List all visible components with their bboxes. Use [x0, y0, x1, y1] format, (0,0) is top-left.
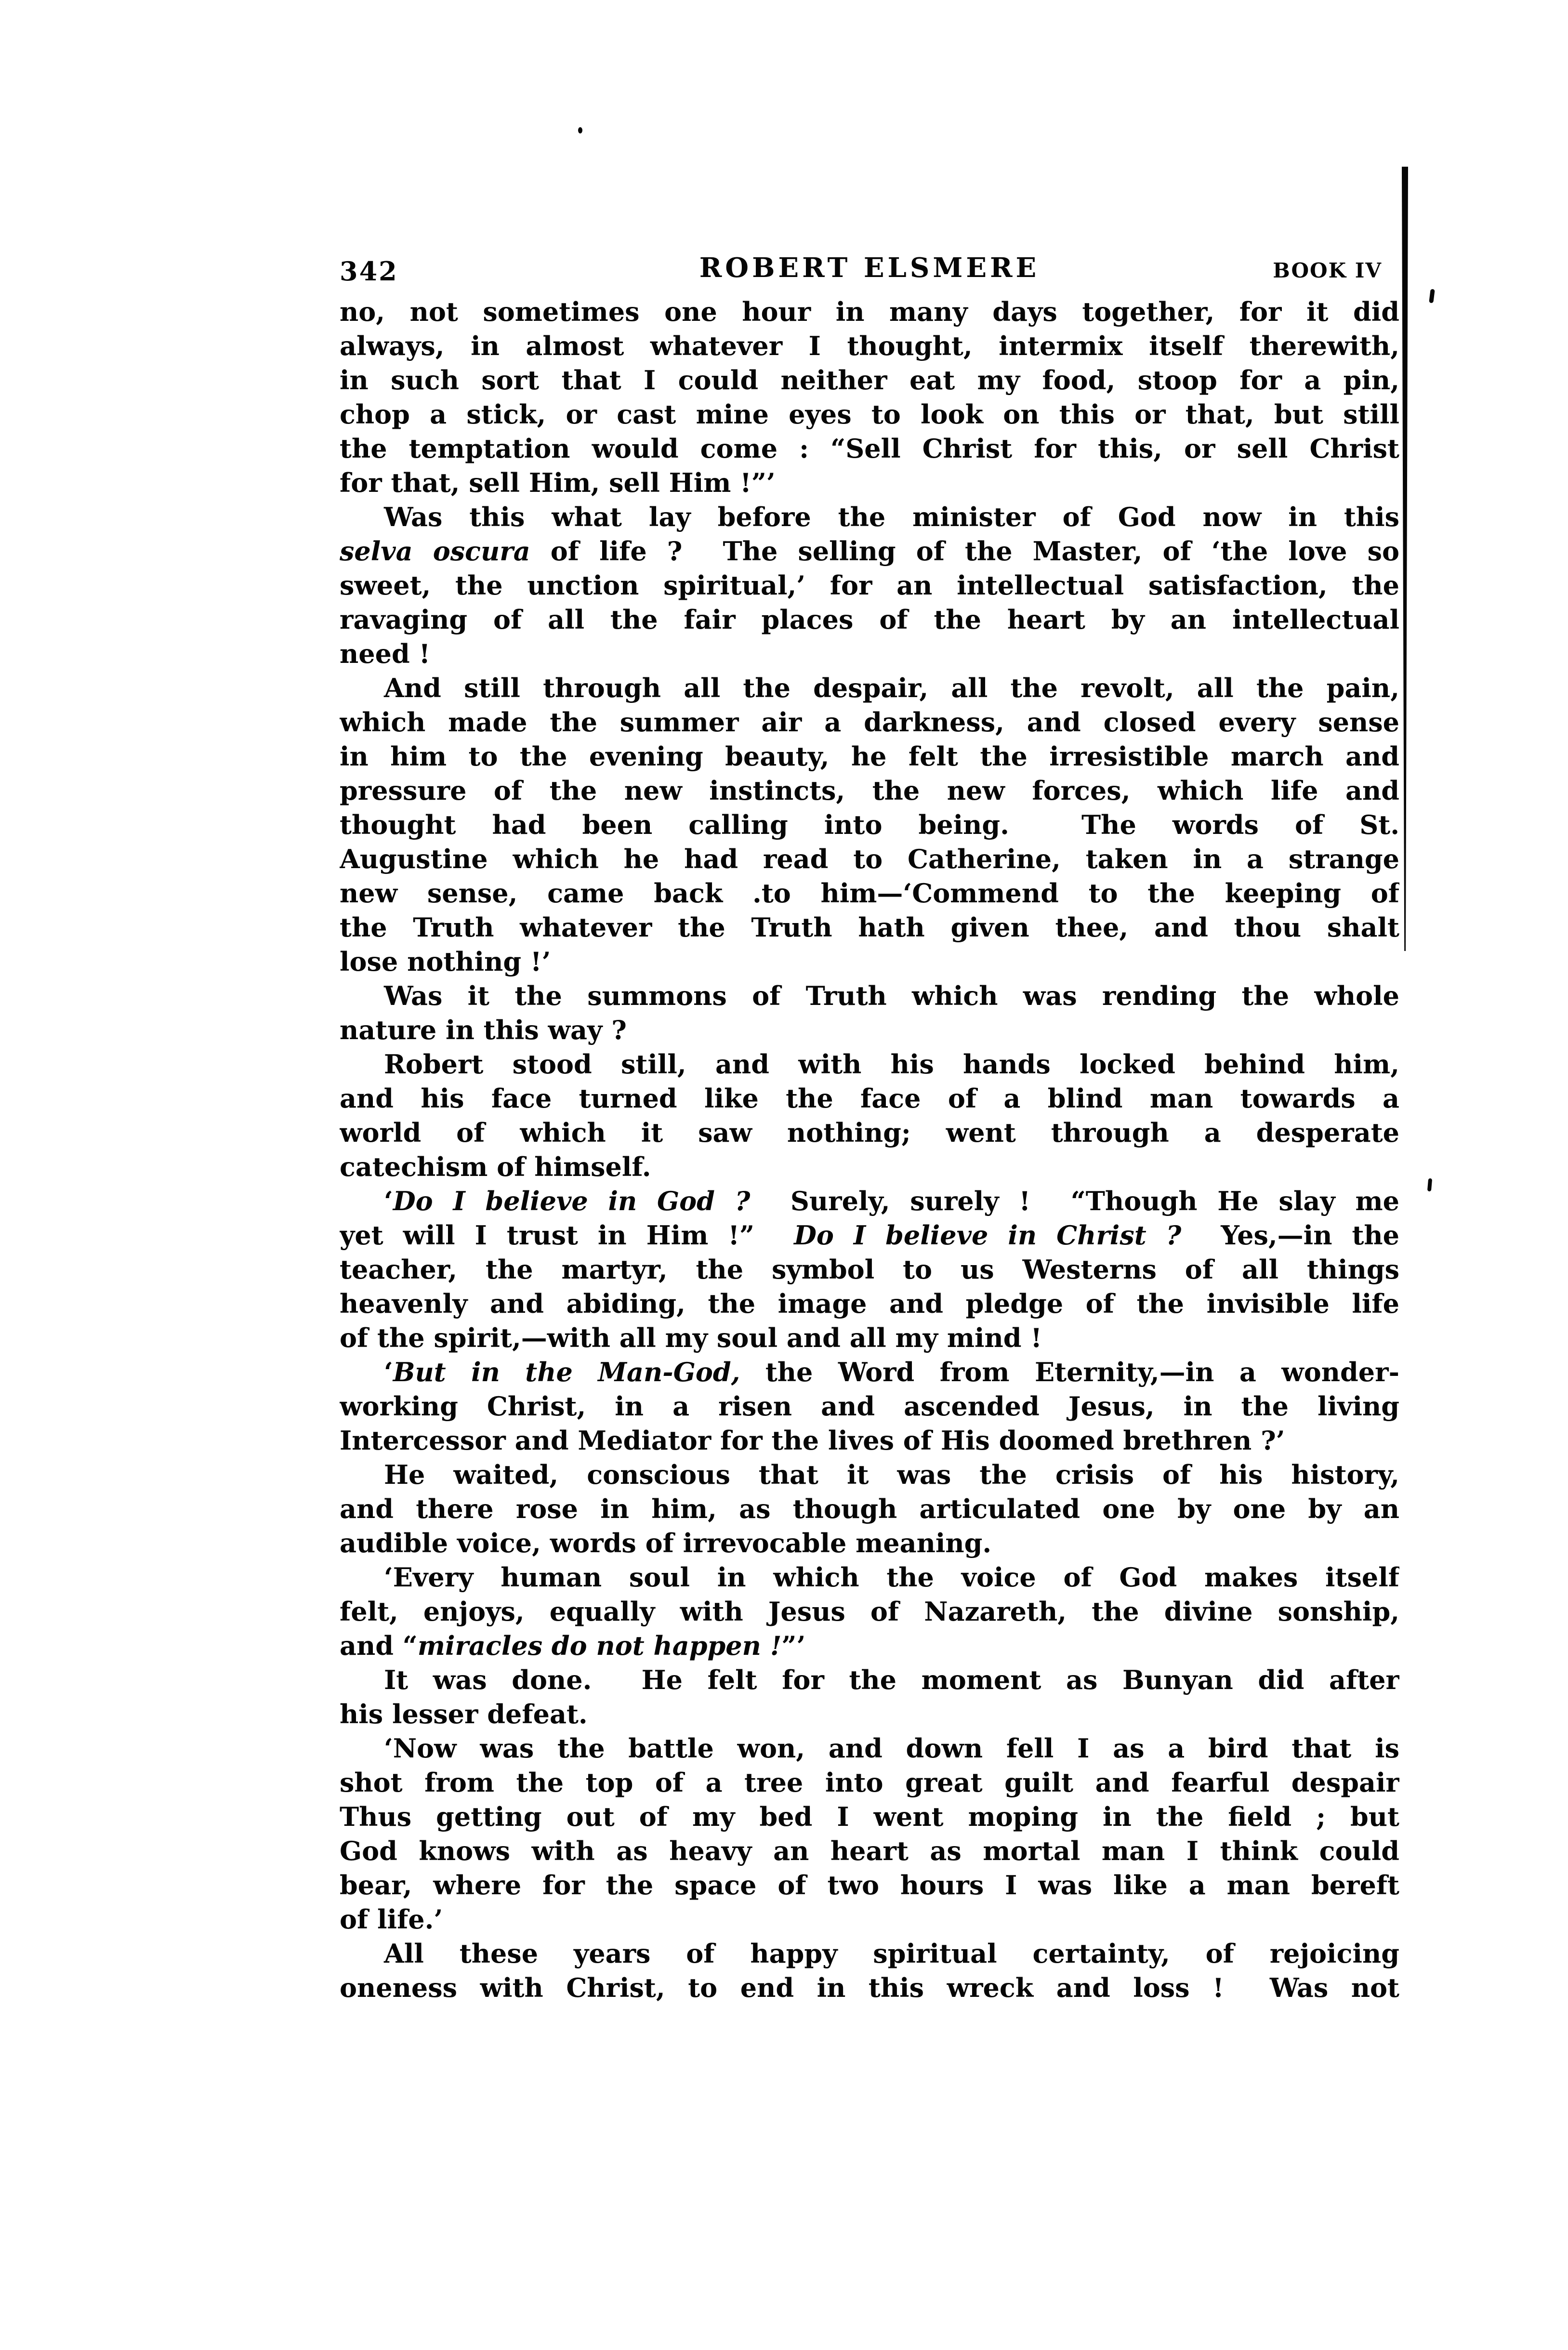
text-line — [340, 876, 1399, 911]
text-segment: Yes,—in the — [1181, 1220, 1399, 1251]
text-segment: the Word from Eternity,—in a wonder- — [740, 1357, 1399, 1387]
text-line — [340, 739, 1399, 774]
text-segment: of life.’ — [340, 1904, 443, 1935]
text-segment: for that, sell Him, sell Him !”’ — [340, 467, 776, 498]
text-segment: pressure of the new instincts, the new forces, which life and — [340, 775, 1399, 806]
page-header — [340, 252, 1399, 287]
text-segment: in such sort that I could neither eat my food, stoop for a pin, — [340, 365, 1399, 396]
text-line — [340, 1492, 1399, 1526]
paragraph — [340, 1458, 1399, 1560]
text-line — [340, 295, 1399, 329]
italic-text-segment: miracles do not happen ! — [417, 1630, 782, 1661]
text-segment: and his face turned like the face of a blind man towards a — [340, 1083, 1399, 1114]
text-line — [340, 1868, 1399, 1902]
text-segment: Surely, surely ! “Though He slay me — [750, 1186, 1399, 1216]
text-segment: Was this what lay before the minister of God now in this — [384, 502, 1399, 532]
text-segment: And still through all the despair, all the revolt, all the pain, — [384, 673, 1399, 703]
text-line — [340, 637, 1399, 671]
text-line — [340, 1560, 1399, 1595]
paragraph — [340, 1937, 1399, 2005]
text-segment: All these years of happy spiritual certainty, of rejoicing — [384, 1938, 1399, 1969]
text-line — [340, 1697, 1399, 1731]
text-line — [340, 397, 1399, 432]
text-line — [340, 466, 1399, 500]
text-line — [340, 1800, 1399, 1834]
text-line — [340, 1663, 1399, 1697]
running-title: ROBERT ELSMERE — [699, 252, 1040, 284]
text-segment: the temptation would come : “Sell Christ for this, or sell Christ — [340, 433, 1399, 464]
text-line — [340, 1218, 1399, 1253]
text-segment: Was it the summons of Truth which was rending the whole — [384, 980, 1399, 1011]
scan-artifact-mark — [1429, 289, 1435, 304]
text-segment: new sense, came back .to him—‘Commend to the keeping of — [340, 878, 1399, 909]
text-line — [340, 1424, 1399, 1458]
text-segment: heavenly and abiding, the image and pledge of the invisible life — [340, 1288, 1399, 1319]
text-line — [340, 1047, 1399, 1082]
text-line — [340, 1937, 1399, 1971]
text-segment: chop a stick, or cast mine eyes to look on this or that, but still — [340, 399, 1399, 430]
scan-artifact-dot — [578, 127, 582, 133]
scan-artifact-mark — [1427, 1178, 1432, 1192]
text-segment: need ! — [340, 638, 431, 669]
text-segment: ”’ — [781, 1630, 806, 1661]
text-line — [340, 1321, 1399, 1355]
text-line — [340, 911, 1399, 945]
text-line — [340, 1389, 1399, 1424]
paragraph — [340, 1731, 1399, 1937]
text-line — [340, 774, 1399, 808]
text-segment: It was done. He felt for the moment as Bunyan did after — [384, 1664, 1399, 1695]
text-segment: ‘Now was the battle won, and down fell I as a bird that is — [384, 1733, 1399, 1764]
text-segment: ‘ — [384, 1357, 393, 1387]
text-segment: and there rose in him, as though articulated one by one by an — [340, 1493, 1399, 1524]
text-block — [340, 295, 1399, 2005]
text-line — [340, 1013, 1399, 1047]
text-line — [340, 979, 1399, 1013]
text-segment: thought had been calling into being. The words of St. — [340, 809, 1399, 840]
book-section-label: BOOK IV — [1273, 259, 1382, 282]
paragraph — [340, 1560, 1399, 1663]
text-line — [340, 500, 1399, 534]
paragraph — [340, 1184, 1399, 1355]
text-segment: his lesser defeat. — [340, 1699, 588, 1729]
text-line — [340, 705, 1399, 739]
text-segment: shot from the top of a tree into great guilt and fearful despair — [340, 1767, 1399, 1798]
text-line — [340, 432, 1399, 466]
italic-text-segment: But in the Man-God, — [393, 1357, 740, 1387]
text-line — [340, 1184, 1399, 1218]
text-line — [340, 534, 1399, 568]
text-line — [340, 329, 1399, 363]
text-segment: the Truth whatever the Truth hath given thee, and thou shalt — [340, 912, 1399, 943]
text-line — [340, 1902, 1399, 1937]
paragraph — [340, 671, 1399, 979]
text-segment: oneness with Christ, to end in this wreck and loss ! Was not — [340, 1972, 1399, 2003]
text-line — [340, 1287, 1399, 1321]
text-line — [340, 363, 1399, 397]
text-segment: Robert stood still, and with his hands locked behind him, — [384, 1049, 1399, 1080]
text-segment: sweet, the unction spiritual,’ for an intellectual satisfaction, the — [340, 570, 1399, 601]
text-line — [340, 945, 1399, 979]
text-line — [340, 1731, 1399, 1766]
text-segment: Augustine which he had read to Catherine, taken in a strange — [340, 844, 1399, 874]
text-line — [340, 1150, 1399, 1184]
text-segment: world of which it saw nothing; went through a desperate — [340, 1117, 1399, 1148]
text-segment: always, in almost whatever I thought, intermix itself therewith, — [340, 330, 1399, 361]
text-line — [340, 603, 1399, 637]
text-segment: catechism of himself. — [340, 1151, 651, 1182]
text-line — [340, 1766, 1399, 1800]
text-segment: God knows with as heavy an heart as mortal man I think could — [340, 1835, 1399, 1866]
text-line — [340, 1253, 1399, 1287]
paragraph — [340, 1047, 1399, 1184]
text-segment: bear, where for the space of two hours I was like a man bereft — [340, 1870, 1399, 1901]
text-segment: in him to the evening beauty, he felt the irresistible march and — [340, 741, 1399, 772]
text-segment: He waited, conscious that it was the crisis of his history, — [384, 1459, 1399, 1490]
text-line — [340, 568, 1399, 603]
text-line — [340, 808, 1399, 842]
text-segment: Thus getting out of my bed I went moping in the field ; but — [340, 1801, 1399, 1832]
text-segment: of life ? The selling of the Master, of ‘the love so — [530, 536, 1399, 567]
text-segment: working Christ, in a risen and ascended Jesus, in the living — [340, 1391, 1399, 1422]
text-line — [340, 1971, 1399, 2005]
text-line — [340, 1834, 1399, 1868]
text-segment: yet will I trust in Him !” — [340, 1220, 794, 1251]
text-segment: lose nothing !’ — [340, 946, 551, 977]
text-segment: which made the summer air a darkness, and closed every sense — [340, 707, 1399, 738]
text-line — [340, 1355, 1399, 1389]
text-segment: teacher, the martyr, the symbol to us Westerns of all things — [340, 1254, 1399, 1285]
text-line — [340, 1629, 1399, 1663]
text-segment: no, not sometimes one hour in many days together, for it did — [340, 296, 1399, 327]
text-segment: ‘ — [384, 1186, 393, 1216]
text-segment: Intercessor and Mediator for the lives of His doomed brethren ?’ — [340, 1425, 1285, 1456]
paragraph — [340, 1355, 1399, 1458]
text-segment: felt, enjoys, equally with Jesus of Nazareth, the divine sonship, — [340, 1596, 1399, 1627]
text-line — [340, 842, 1399, 876]
text-line — [340, 1526, 1399, 1560]
paragraph — [340, 1663, 1399, 1731]
text-segment: ravaging of all the fair places of the heart by an intellectual — [340, 604, 1399, 635]
paragraph — [340, 295, 1399, 500]
paragraph — [340, 500, 1399, 671]
text-line — [340, 1595, 1399, 1629]
text-line — [340, 1116, 1399, 1150]
text-line — [340, 671, 1399, 705]
paragraph — [340, 979, 1399, 1047]
text-segment: and “ — [340, 1630, 418, 1661]
italic-text-segment: selva oscura — [340, 536, 530, 567]
italic-text-segment: Do I believe in Christ ? — [794, 1220, 1182, 1251]
text-line — [340, 1082, 1399, 1116]
text-segment: ‘Every human soul in which the voice of God makes itself — [384, 1562, 1399, 1593]
text-segment: nature in this way ? — [340, 1015, 627, 1045]
text-line — [340, 1458, 1399, 1492]
text-segment: audible voice, words of irrevocable meaning. — [340, 1528, 992, 1558]
scan-artifact-vertical-rule — [1402, 167, 1408, 951]
italic-text-segment: Do I believe in God ? — [393, 1186, 751, 1216]
text-segment: of the spirit,—with all my soul and all my mind ! — [340, 1322, 1042, 1353]
page-number: 342 — [340, 256, 398, 287]
